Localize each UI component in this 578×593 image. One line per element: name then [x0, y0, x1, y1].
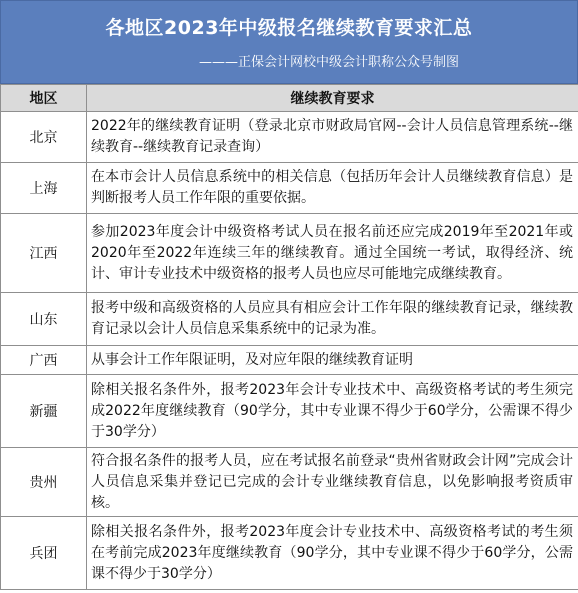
page-title: 各地区2023年中级报名继续教育要求汇总	[105, 17, 473, 39]
region-cell: 广西	[1, 346, 87, 375]
requirement-cell: 除相关报名条件外，报考2023年会计专业技术中、高级资格考试的考生须完成2022年度继续教育（90学分，其中专业课不得少于60学分，公需课不得少于30学分）	[87, 375, 578, 448]
requirement-cell: 从事会计工作年限证明，及对应年限的继续教育证明	[87, 346, 578, 375]
requirement-cell: 参加2023年度会计中级资格考试人员在报名前还应完成2019年至2021年或2020年至2022年连续三年的继续教育。通过全国统一考试，取得经济、统计、审计专业技术中级资格的报考人员也应尽可能地完成继续教育。	[87, 214, 578, 293]
requirement-cell: 符合报名条件的报考人员，应在考试报名前登录“贵州省财政会计网”完成会计人员信息采集并登记已完成的会计专业继续教育信息，以免影响报考资质审核。	[87, 448, 578, 517]
region-cell: 山东	[1, 293, 87, 346]
requirement-cell: 除相关报名条件外，报考2023年度会计专业技术中、高级资格考试的考生须在考前完成2023年度继续教育（90学分，其中专业课不得少于60学分，公需课不得少于30学分）	[87, 517, 578, 590]
region-cell: 江西	[1, 214, 87, 293]
table-row	[1, 375, 578, 448]
table-row	[1, 448, 578, 517]
table-row	[1, 163, 578, 214]
region-cell: 新疆	[1, 375, 87, 448]
page-subtitle: ———正保会计网校中级会计职称公众号制图	[198, 55, 459, 70]
header-requirement: 继续教育要求	[87, 85, 578, 112]
requirement-cell: 在本市会计人员信息系统中的相关信息（包括历年会计人员继续教育信息）是判断报考人员工作年限的重要依据。	[87, 163, 578, 214]
region-cell: 北京	[1, 112, 87, 163]
table-row	[1, 112, 578, 163]
table-row	[1, 293, 578, 346]
region-cell: 贵州	[1, 448, 87, 517]
region-cell: 上海	[1, 163, 87, 214]
table-row	[1, 517, 578, 590]
requirement-cell: 报考中级和高级资格的人员应具有相应会计工作年限的继续教育记录，继续教育记录以会计人员信息采集系统中的记录为准。	[87, 293, 578, 346]
title-banner	[0, 0, 578, 84]
requirement-cell: 2022年的继续教育证明（登录北京市财政局官网--会计人员信息管理系统--继续教育--继续教育记录查询）	[87, 112, 578, 163]
table-header-row	[1, 85, 578, 112]
header-region: 地区	[1, 85, 87, 112]
region-cell: 兵团	[1, 517, 87, 590]
requirements-table	[0, 84, 578, 590]
table-row	[1, 214, 578, 293]
table-row	[1, 346, 578, 375]
